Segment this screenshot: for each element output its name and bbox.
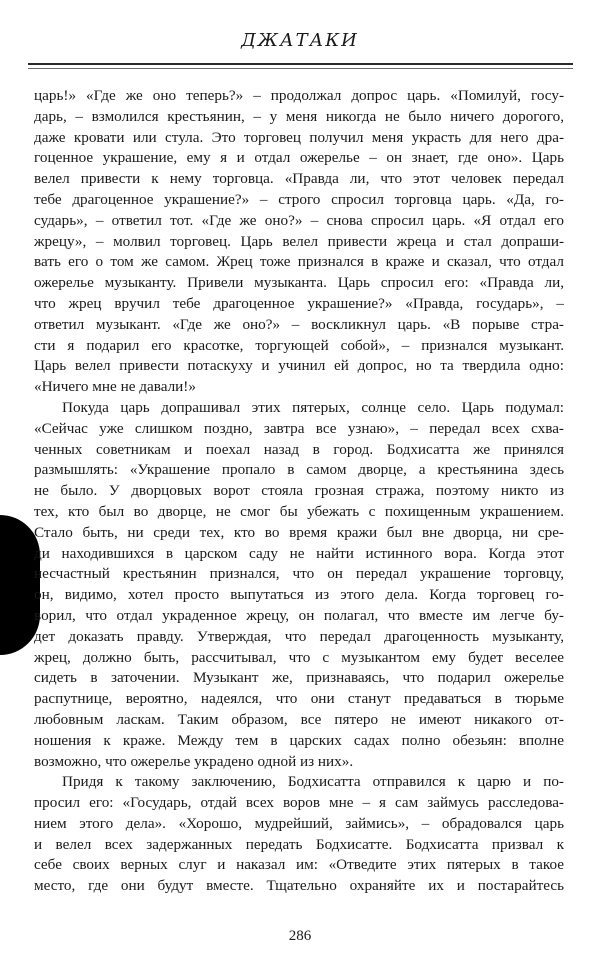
text-line: Придя к такому заключению, Бодхисатта отправился к царю и по- [62, 773, 564, 791]
text-line: себе своих верных слуг и наказал им: «Отведите этих пятерых в такое [34, 856, 564, 874]
text-line: сидеть в заточении. Музыкант же, признаваясь, что подарил ожерелье [34, 669, 564, 687]
text-line: любовным ласкам. Таким образом, все пятеро не имеют никакого от- [34, 710, 564, 728]
text-line: размышлять: «Украшение пропало в самом дворце, а крестьянина здесь [34, 461, 564, 479]
text-line: ношения к краже. Между тем в царских садах полно обезьян: вполне [34, 731, 564, 749]
text-line: даже кровати или стула. Это торговец получил меня украсть для него дра- [34, 128, 564, 146]
text-line: не было. У дворцовых ворот стояла грозная стража, поэтому никто из [34, 482, 564, 500]
text-line: ответил музыкант. «Где же оно?» – воскликнул царь. «В порыве стра- [34, 315, 564, 333]
text-line: ожерелье музыканту. Привели музыканта. Царь спросил его: «Правда ли, [34, 274, 564, 292]
text-line: ди находившихся в царском саду не найти истинного вора. Когда этот [34, 544, 564, 562]
header-rule [28, 63, 573, 65]
text-line: возможно, что ожерелье украдено одной из них». [34, 752, 354, 770]
text-line: ворил, что отдал украденное жрецу, он полагал, что вместе им легче бу- [34, 606, 564, 624]
text-line: тебе драгоценное украшение?» – строго спросил торговца царь. «Да, го- [34, 190, 564, 208]
text-line: и велел всех задержанных передать Бодхисатте. Бодхисатта призвал к [34, 835, 564, 853]
text-line: ченных советникам и поехал назад в город. Бодхисатта же принялся [34, 440, 564, 458]
text-line: жрец, должно быть, рассчитывал, что с музыкантом ему будет веселее [34, 648, 564, 666]
text-line: дарь, – взмолился крестьянин, – у меня никогда не было ничего дорогого, [34, 107, 564, 125]
paragraph-3 [34, 772, 564, 897]
text-line: царь!» «Где же оно теперь?» – продолжал допрос царь. «Помилуй, госу- [34, 87, 564, 104]
paragraph-1 [34, 86, 564, 398]
text-line: несчастный крестьянин признался, что он передал украшение торговцу, [34, 565, 564, 583]
text-line: нием этого дела». «Хорошо, мудрейший, займись», – обрадовался царь [34, 814, 564, 832]
text-line: место, где они будут вместе. Тщательно охраняйте их и постарайтесь [34, 877, 564, 895]
text-line: жрецу», – молвил торговец. Царь велел привести жреца и стал допраши- [34, 232, 564, 250]
paragraph-2 [34, 398, 564, 772]
text-line: «Сейчас уже слишком поздно, завтра все узнаю», – передал всех схва- [34, 419, 564, 437]
text-line: тех, кто был во дворце, не смог бы убежать с похищенным украшением. [34, 502, 564, 520]
text-line: Царь велел привести потаскуху и учинил ей допрос, но та твердила одно: [34, 357, 564, 375]
text-line: дет доказать правду. Утверждая, что передал драгоценность музыканту, [34, 627, 564, 645]
text-line: сударь», – ответил тот. «Где же оно?» – снова спросил царь. «Я отдал его [34, 211, 564, 229]
text-line: велел привести к нему торговца. «Правда ли, что этот человек передал [34, 170, 564, 188]
running-title: ДЖАТАКИ [241, 30, 359, 51]
text-line: Покуда царь допрашивал этих пятерых, солнце село. Царь подумал: [62, 398, 564, 416]
text-line: он, видимо, хотел просто выпутаться из этого дела. Когда торговец го- [34, 586, 564, 604]
text-line: вать его о том же самом. Жрец тоже признался в краже и сказал, что отдал [34, 253, 564, 271]
page-number: 286 [288, 928, 312, 944]
text-line: сти я подарил его красотке, торгующей собой», – признался музыкант. [34, 336, 564, 354]
header-rule-thin [28, 68, 573, 69]
text-line: распутнице, вероятно, надеялся, что они станут предаваться в тюрьме [34, 690, 564, 708]
text-line: что жрец вручил тебе драгоценное украшение?» «Правда, государь», – [34, 294, 564, 312]
text-line: «Ничего мне не давали!» [34, 378, 196, 396]
text-line: Стало быть, ни среди тех, кто во время кражи был вне дворца, ни сре- [34, 523, 564, 541]
body-text [34, 86, 564, 897]
text-line: гоценное украшение, ему я и отдал ожерелье – он знает, где оно». Царь [34, 149, 564, 167]
text-line: просил его: «Государь, отдай всех воров мне – я сам займусь расследова- [34, 794, 564, 812]
